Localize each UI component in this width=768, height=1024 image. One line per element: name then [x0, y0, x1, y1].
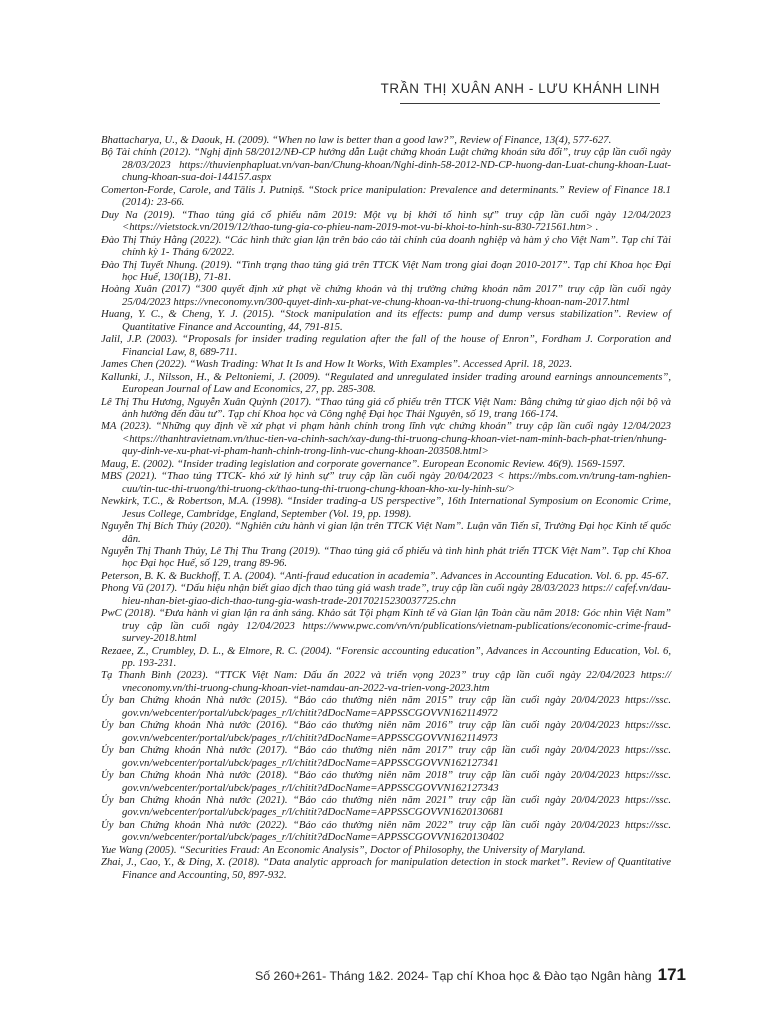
journal-issue-line: Số 260+261- Tháng 1&2. 2024- Tạp chí Khoa học & Đào tạo Ngân hàng	[254, 969, 652, 983]
reference-item: Nguyễn Thị Thanh Thủy, Lê Thị Thu Trang (2019). “Thao túng giá cổ phiếu và tình hình phát triển TTCK Việt Nam”. Tạp chí Khoa học Đại học Huế, số 129, trang 89-96.	[101, 544, 671, 570]
reference-item: Ủy ban Chứng khoán Nhà nước (2015). “Báo cáo thường niên năm 2015” truy cập lần cuối ngày 20/04/2023 https://ssc. gov.vn/webcenter/portal/ubck/pages_r/l/chitit?dDocName=APPSSCGOVVN162114972	[101, 694, 671, 719]
reference-item: Tạ Thanh Bình (2023). “TTCK Việt Nam: Dấu ấn 2022 và triển vọng 2023” truy cập lần cuối ngày 22/04/2023 https:// vneconomy.vn/thi-truong-chung-khoan-viet-namdau-an-2022-va-trien-vong-2023.htm	[101, 669, 671, 694]
reference-item: Jalil, J.P. (2003). “Proposals for insider trading regulation after the fall of the house of Enron”, Fordham J. Corporation and Financial Law, 8, 689-711.	[101, 333, 671, 358]
reference-item: Ủy ban Chứng khoán Nhà nước (2017). “Báo cáo thường niên năm 2017” truy cập lần cuối ngày 20/04/2023 https://ssc. gov.vn/webcenter/portal/ubck/pages_r/l/chitit?dDocName=APPSSCGOVVN162127341	[101, 744, 671, 769]
reference-item: Phong Vũ (2017). “Dấu hiệu nhận biết giao dịch thao túng giá wash trade”, truy cập lần cuối ngày 28/03/2023 https:// cafef.vn/dau-hieu-nhan-biet-giao-dich-thao-tung-gia-wash-trade-20170215230037725.chn	[101, 582, 671, 607]
reference-item: Duy Na (2019). “Thao túng giá cổ phiếu năm 2019: Một vụ bị khởi tố hình sự” truy cập lần cuối ngày 12/04/2023 <https://vietstock.vn/2019/12/thao-tung-gia-co-phieu-nam-2019-mot-vu-bi-khoi-to-hinh-su-830-721561.htm> .	[101, 208, 671, 234]
reference-item: Bộ Tài chính (2012). “Nghị định 58/2012/NĐ-CP hướng dẫn Luật chứng khoán Luật chứng khoán sửa đổi”, truy cập lần cuối ngày 28/03/2023 https://thuvienphapluat.vn/van-ban/Chung-khoan/Nghi-dinh-58-2012-ND-CP-huong-dan-Luat-chung-khoan-Luat-chung-khoan-sua-doi-144157.aspx	[101, 146, 671, 184]
reference-item: Yue Wang (2005). “Securities Fraud: An Economic Analysis”, Doctor of Philosophy, the University of Maryland.	[101, 843, 586, 856]
reference-item: PwC (2018). “Đưa hành vi gian lận ra ánh sáng. Khảo sát Tội phạm Kinh tế và Gian lận Toàn cầu năm 2018: Góc nhìn Việt Nam” truy cập lần cuối ngày 12/04/2023 https://www.pwc.com/vn/vn/publications/vietnam-publications/economic-crime-fraud-survey-2018.html	[101, 607, 671, 645]
reference-item: Huang, Y. C., & Cheng, Y. J. (2015). “Stock manipulation and its effects: pump and dump versus stabilization”. Review of Quantitative Finance and Accounting, 44, 791-815.	[101, 308, 671, 333]
reference-item: Zhai, J., Cao, Y., & Ding, X. (2018). “Data analytic approach for manipulation detection in stock market”. Review of Quantitative Finance and Accounting, 50, 897-932.	[101, 856, 671, 881]
reference-item: Rezaee, Z., Crumbley, D. L., & Elmore, R. C. (2004). “Forensic accounting education”, Advances in Accounting Education, Vol. 6, pp. 193-231.	[101, 644, 671, 670]
reference-list	[101, 134, 671, 881]
reference-item: Maug, E. (2002). “Insider trading legislation and corporate governance”. European Economic Review. 46(9). 1569-1597.	[101, 457, 626, 470]
reference-item: Nguyễn Thị Bích Thủy (2020). “Nghiên cứu hành vi gian lận trên TTCK Việt Nam”. Luận văn Tiến sĩ, Trường Đại học Kinh tế quốc dân.	[101, 520, 671, 545]
reference-item: Hoàng Xuân (2017) “300 quyết định xử phạt về chứng khoán và thị trường chứng khoán năm 2017” truy cập lần cuối ngày 25/04/2023 https://vneconomy.vn/300-quyet-dinh-xu-phat-ve-chung-khoan-va-thi-truong-chung-khoan-nam-2017.html	[101, 283, 671, 308]
reference-item: Ủy ban Chứng khoán Nhà nước (2018). “Báo cáo thường niên năm 2018” truy cập lần cuối ngày 20/04/2023 https://ssc. gov.vn/webcenter/portal/ubck/pages_r/l/chitit?dDocName=APPSSCGOVVN162127343	[101, 769, 671, 794]
reference-item: Ủy ban Chứng khoán Nhà nước (2022). “Báo cáo thường niên năm 2022” truy cập lần cuối ngày 20/04/2023 https://ssc. gov.vn/webcenter/portal/ubck/pages_r/l/chitit?dDocName=APPSSCGOVVN1620130402	[101, 818, 671, 844]
running-header-authors: TRẦN THỊ XUÂN ANH - LƯU KHÁNH LINH	[380, 81, 660, 96]
reference-item: Comerton-Forde, Carole, and Tālis J. Putniņš. “Stock price manipulation: Prevalence and determinants.” Review of Finance 18.1 (2014): 23-66.	[101, 183, 671, 209]
reference-item: Ủy ban Chứng khoán Nhà nước (2016). “Báo cáo thường niên năm 2016” truy cập lần cuối ngày 20/04/2023 https://ssc. gov.vn/webcenter/portal/ubck/pages_r/l/chitit?dDocName=APPSSCGOVVN162114973	[101, 719, 671, 744]
reference-item: James Chen (2022). “Wash Trading: What It Is and How It Works, With Examples”. Accessed April. 18, 2023.	[101, 358, 573, 371]
reference-item: Newkirk, T.C., & Robertson, M.A. (1998). “Insider trading-a US perspective”, 16th International Symposium on Economic Crime, Jesus College, Cambridge, England, September (Vol. 19, pp. 1998).	[101, 495, 671, 520]
header-divider	[400, 103, 660, 104]
reference-item: Lê Thị Thu Hương, Nguyễn Xuân Quỳnh (2017). “Thao túng giá cổ phiếu trên TTCK Việt Nam: Bằng chứng từ giao dịch nội bộ và ảnh hưởng đến đầu tư”. Tạp chí Khoa học và Công nghệ Đại học Thái Nguyên, số 19, trang 166-174.	[101, 395, 671, 420]
reference-item: Peterson, B. K. & Buckhoff, T. A. (2004). “Anti-fraud education in academia”. Advances in Accounting Education. Vol. 6. pp. 45-67.	[101, 569, 669, 582]
page-footer	[255, 965, 686, 985]
reference-item: Kallunki, J., Nilsson, H., & Peltoniemi, J. (2009). “Regulated and unregulated insider trading around earnings announcements”, European Journal of Law and Economics, 27, pp. 285-308.	[101, 370, 671, 396]
reference-item: Ủy ban Chứng khoán Nhà nước (2021). “Báo cáo thường niên năm 2021” truy cập lần cuối ngày 20/04/2023 https://ssc. gov.vn/webcenter/portal/ubck/pages_r/l/chitit?dDocName=APPSSCGOVVN1620130681	[101, 794, 671, 819]
reference-item: Đào Thị Thúy Hằng (2022). “Các hình thức gian lận trên báo cáo tài chính của doanh nghiệp và hàm ý cho Việt Nam”. Tạp chí Tài chính kỳ 1- Tháng 6/2022.	[101, 233, 671, 259]
reference-item: Đào Thị Tuyết Nhung. (2019). “Tình trạng thao túng giá trên TTCK Việt Nam trong giai đoạn 2010-2017”. Tạp chí Khoa học Đại học Huế, 130(1B), 71-81.	[101, 258, 671, 283]
page-number: 171	[657, 965, 686, 984]
reference-item: Bhattacharya, U., & Daouk, H. (2009). “When no law is better than a good law?”, Review of Finance, 13(4), 577-627.	[101, 134, 612, 146]
reference-item: MA (2023). “Những quy định về xử phạt vi phạm hành chính trong lĩnh vực chứng khoán” truy cập lần cuối ngày 12/04/2023 <https://thanhtravietnam.vn/thuc-tien-va-chinh-sach/xay-dung-thi-truong-chung-khoan-viet-nam-minh-bach-phat-trien/nhung-quy-dinh-ve-xu-phat-vi-pham-hanh-chinh-trong-linh-vuc-chung-khoan-203508.html>	[101, 420, 671, 458]
reference-item: MBS (2021). “Thao túng TTCK- khó xử lý hình sự” truy cập lần cuối ngày 20/04/2023 < https://mbs.com.vn/trung-tam-nghien-cuu/tin-tuc-thi-truong/thi-truong-ck/thao-tung-thi-truong-chung-khoan-kho-xu-ly-hinh-su/>	[101, 470, 671, 495]
